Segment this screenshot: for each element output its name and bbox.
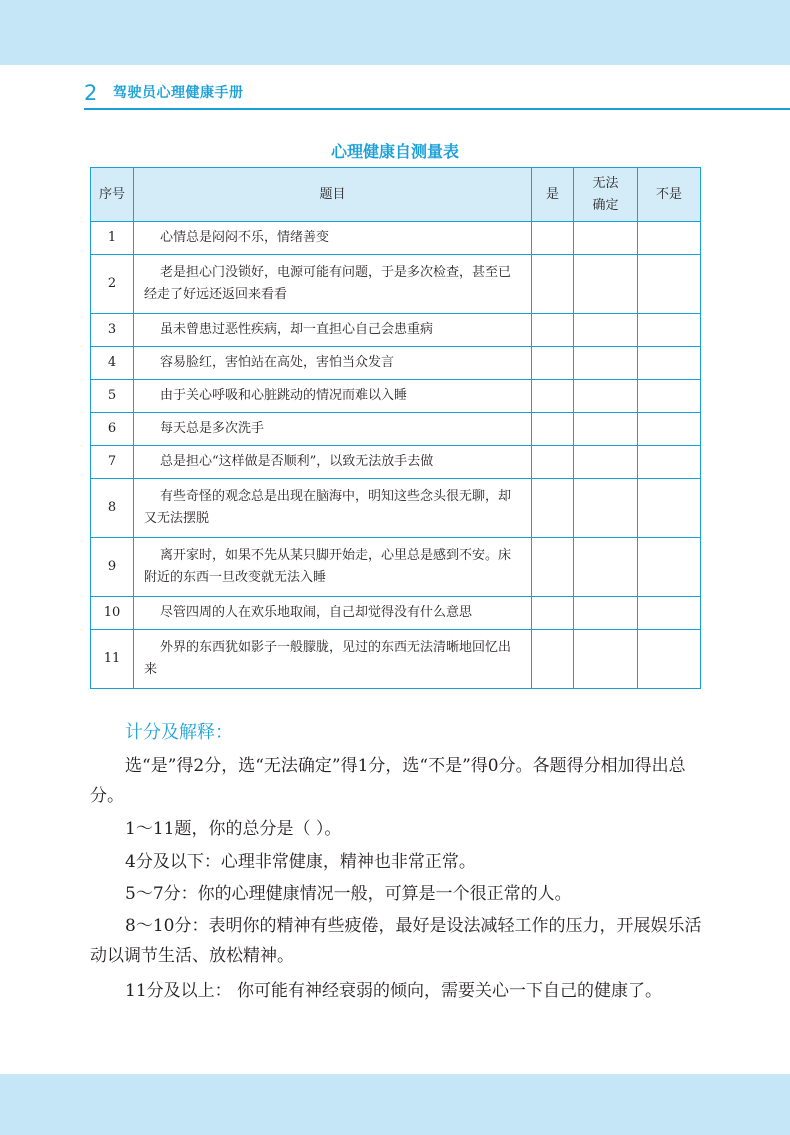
answer-no-cell[interactable] [638, 446, 701, 479]
score-level-2: 5～7分：你的心理健康情况一般，可算是一个很正常的人。 [125, 884, 572, 904]
page-number: 2 [84, 81, 98, 105]
table-row [91, 630, 701, 689]
col-header-index: 序号 [91, 168, 134, 222]
score-level-4: 11分及以上： 你可能有神经衰弱的倾向，需要关心一下自己的健康了。 [125, 981, 663, 1001]
row-number: 11 [91, 630, 134, 689]
top-decor-band [0, 0, 790, 65]
col-header-unsure-label: 无法确定 [592, 175, 619, 213]
answer-no-cell[interactable] [638, 222, 701, 255]
col-header-no: 不是 [638, 168, 701, 222]
row-question: 每天总是多次洗手 [134, 413, 532, 446]
answer-unsure-cell[interactable] [574, 446, 638, 479]
answer-unsure-cell[interactable] [574, 347, 638, 380]
row-question: 离开家时，如果不先从某只脚开始走，心里总是感到不安。床附近的东西一旦改变就无法入睡 [134, 538, 532, 597]
row-number: 8 [91, 479, 134, 538]
answer-yes-cell[interactable] [532, 630, 574, 689]
answer-unsure-cell[interactable] [574, 222, 638, 255]
row-number: 10 [91, 597, 134, 630]
score-level-1: 4分及以下：心理非常健康，精神也非常正常。 [125, 852, 476, 872]
table-row [91, 380, 701, 413]
answer-no-cell[interactable] [638, 479, 701, 538]
answer-no-cell[interactable] [638, 538, 701, 597]
answer-no-cell[interactable] [638, 347, 701, 380]
row-question: 老是担心门没锁好，电源可能有问题，于是多次检查，甚至已经走了好远还返回来看看 [134, 255, 532, 314]
row-number: 4 [91, 347, 134, 380]
answer-yes-cell[interactable] [532, 255, 574, 314]
row-question: 尽管四周的人在欢乐地取闹，自己却觉得没有什么意思 [134, 597, 532, 630]
row-number: 9 [91, 538, 134, 597]
table-row [91, 222, 701, 255]
answer-unsure-cell[interactable] [574, 380, 638, 413]
answer-no-cell[interactable] [638, 314, 701, 347]
bottom-decor-band [0, 1074, 790, 1135]
answer-yes-cell[interactable] [532, 347, 574, 380]
row-number: 1 [91, 222, 134, 255]
answer-no-cell[interactable] [638, 380, 701, 413]
answer-unsure-cell[interactable] [574, 413, 638, 446]
answer-yes-cell[interactable] [532, 538, 574, 597]
answer-unsure-cell[interactable] [574, 479, 638, 538]
answer-no-cell[interactable] [638, 413, 701, 446]
answer-no-cell[interactable] [638, 630, 701, 689]
table-row [91, 597, 701, 630]
answer-unsure-cell[interactable] [574, 314, 638, 347]
answer-yes-cell[interactable] [532, 222, 574, 255]
row-number: 2 [91, 255, 134, 314]
answer-unsure-cell[interactable] [574, 630, 638, 689]
row-question: 由于关心呼吸和心脏跳动的情况而难以入睡 [134, 380, 532, 413]
answer-unsure-cell[interactable] [574, 538, 638, 597]
table-header-row [91, 168, 701, 222]
row-number: 6 [91, 413, 134, 446]
table-title: 心理健康自测量表 [330, 142, 459, 161]
answer-yes-cell[interactable] [532, 597, 574, 630]
row-number: 7 [91, 446, 134, 479]
header-rule [84, 108, 790, 110]
answer-yes-cell[interactable] [532, 446, 574, 479]
row-question: 心情总是闷闷不乐，情绪善变 [134, 222, 532, 255]
row-question: 总是担心“这样做是否顺利”，以致无法放手去做 [134, 446, 532, 479]
answer-yes-cell[interactable] [532, 380, 574, 413]
answer-yes-cell[interactable] [532, 314, 574, 347]
col-header-unsure [574, 168, 638, 222]
table-row [91, 446, 701, 479]
table-row [91, 413, 701, 446]
row-number: 5 [91, 380, 134, 413]
col-header-yes: 是 [532, 168, 574, 222]
answer-yes-cell[interactable] [532, 479, 574, 538]
table-row [91, 314, 701, 347]
answer-no-cell[interactable] [638, 597, 701, 630]
table-row [91, 479, 701, 538]
row-number: 3 [91, 314, 134, 347]
col-header-question: 题目 [134, 168, 532, 222]
score-level-3: 8～10分：表明你的精神有些疲倦，最好是设法减轻工作的压力，开展娱乐活动以调节生活、放松精神。 [90, 916, 702, 966]
answer-yes-cell[interactable] [532, 413, 574, 446]
row-question: 虽未曾患过恶性疾病，却一直担心自己会患重病 [134, 314, 532, 347]
answer-unsure-cell[interactable] [574, 597, 638, 630]
table-row [91, 538, 701, 597]
total-score-prompt: 1～11题，你的总分是（ ）。 [125, 819, 342, 839]
scoring-rule: 选“是”得2分，选“无法确定”得1分，选“不是”得0分。各题得分相加得出总分。 [90, 756, 686, 806]
answer-unsure-cell[interactable] [574, 255, 638, 314]
table-row [91, 347, 701, 380]
row-question: 有些奇怪的观念总是出现在脑海中，明知这些念头很无聊，却又无法摆脱 [134, 479, 532, 538]
row-question: 外界的东西犹如影子一般朦胧，见过的东西无法清晰地回忆出来 [134, 630, 532, 689]
answer-no-cell[interactable] [638, 255, 701, 314]
row-question: 容易脸红，害怕站在高处，害怕当众发言 [134, 347, 532, 380]
self-test-table [90, 167, 701, 689]
running-header-title: 驾驶员心理健康手册 [113, 85, 244, 101]
scoring-heading: 计分及解释： [125, 722, 233, 743]
table-row [91, 255, 701, 314]
